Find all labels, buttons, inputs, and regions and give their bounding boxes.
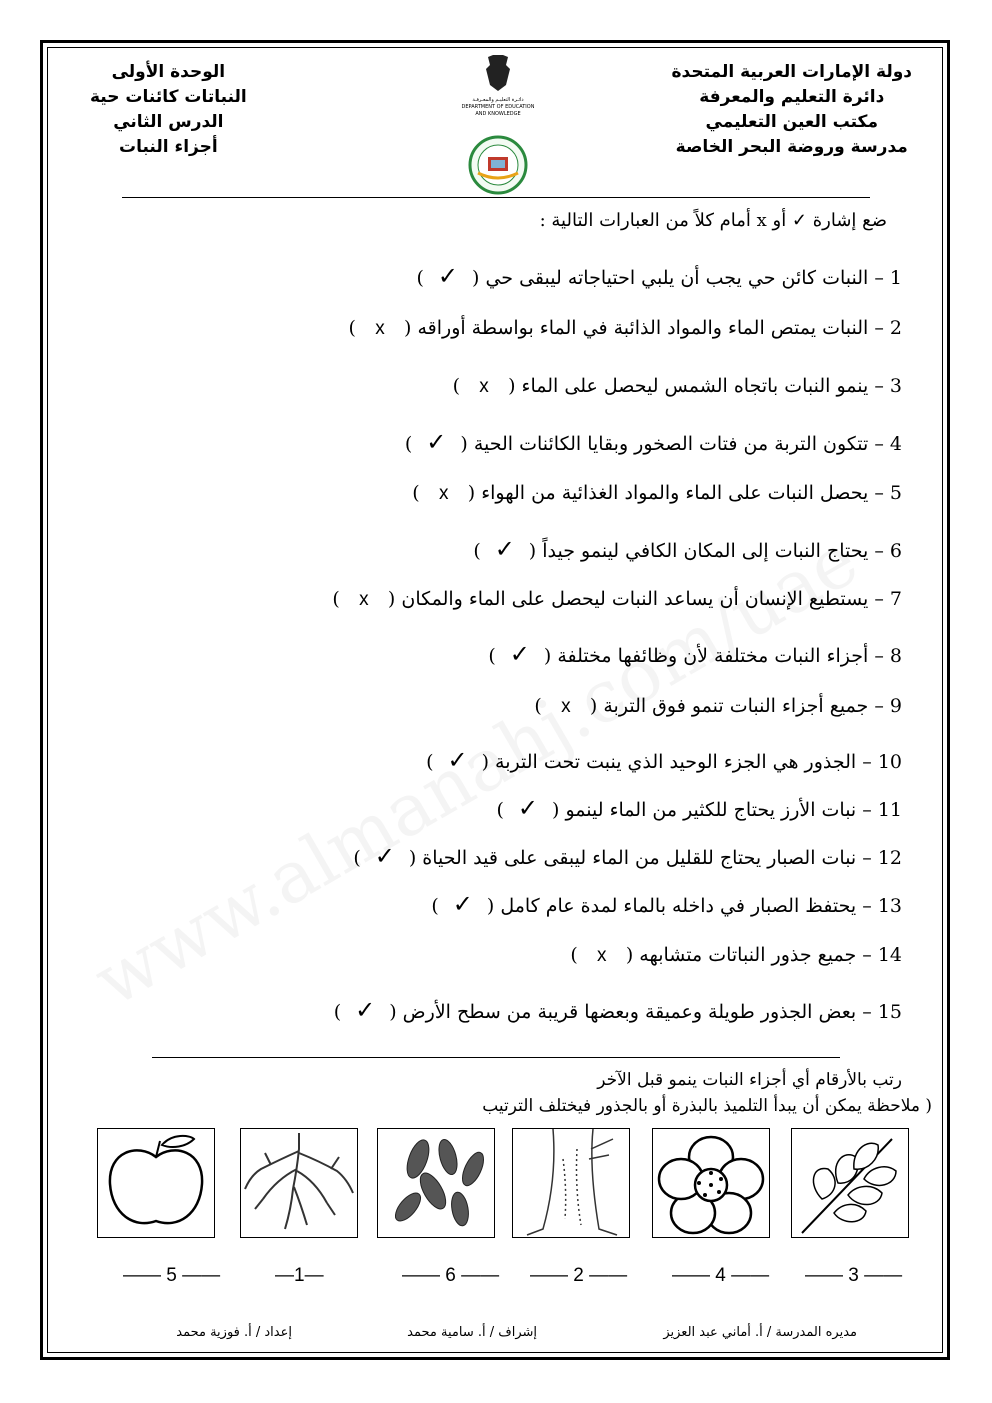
statement-item: 13 – يحتفظ الصبار في داخله بالماء لمدة عام كامل ( ✓ ) [431,891,902,918]
roots-icon [241,1129,357,1237]
statement-item: 14 – جميع جذور النباتات متشابهه ( x ) [570,944,902,966]
header-unit: الوحدة الأولى [111,62,226,82]
trunk-image [512,1128,630,1238]
footer-supervisor: إشراف / أ. سامية محمد [407,1325,537,1340]
answer-mark: ✓ [452,891,473,918]
instruction-text: ضع إشارة ✓ أو x أمام كلاً من العبارات التالية : [539,210,887,231]
order-number-trunk: —— 2 —— [530,1265,628,1286]
answer-mark: x [479,376,489,397]
answer-mark: x [375,318,385,339]
roots-image [240,1128,358,1238]
statement-item: 8 – أجزاء النبات مختلفة لأن وظائفها مختلفة ( ✓ ) [488,641,902,668]
leaves-image [791,1128,909,1238]
answer-mark: x [359,589,369,610]
apple-fruit-image [97,1128,215,1238]
school-logo-icon [448,55,548,195]
seeds-image [377,1128,495,1238]
order-number-roots: —1— [275,1265,324,1286]
seeds-icon [378,1129,494,1237]
header-office: مكتب العين التعليمي [705,112,878,132]
order-number-seeds: —— 6 —— [402,1265,500,1286]
footer-principal: مديره المدرسة / أ. أماني عبد العزيز [663,1325,857,1340]
header-lesson: الدرس الثاني [113,112,224,132]
order-note: ( ملاحظة يمكن أن يبدأ التلميذ بالبذرة أو بالجذور فيختلف الترتيب [482,1096,932,1116]
answer-mark: x [597,945,607,966]
statement-item: 9 – جميع أجزاء النبات تنمو فوق التربة ( x ) [534,695,902,717]
order-number-flower: —— 4 —— [672,1265,770,1286]
apple-icon [98,1129,214,1237]
header-country: دولة الإمارات العربية المتحدة [671,62,912,82]
header-unit-title: النباتات كائنات حية [90,87,247,107]
answer-mark: x [438,483,449,504]
answer-mark: ✓ [355,997,376,1024]
footer-prepared: إعداد / أ. فوزية محمد [176,1325,292,1340]
statement-item: 12 – نبات الصبار يحتاج للقليل من الماء ليبقى على قيد الحياة ( ✓ ) [353,843,902,870]
statement-item: 4 – تتكون التربة من فتات الصخور وبقايا الكائنات الحية ( ✓ ) [404,429,902,456]
flower-image [652,1128,770,1238]
flower-icon [653,1129,769,1237]
statement-item: 15 – بعض الجذور طويلة وعميقة وبعضها قريبة من سطح الأرض ( ✓ ) [333,997,902,1024]
answer-mark: ✓ [426,429,447,456]
header-school-info [672,60,913,160]
section-divider [152,1057,840,1058]
order-number-leaves: —— 3 —— [805,1265,903,1286]
order-title: رتب بالأرقام أي أجزاء النبات ينمو قبل الآخر [597,1070,902,1090]
header-school: مدرسة وروضة البحر الخاصة [675,137,908,157]
answer-mark: ✓ [509,641,530,668]
order-number-apple: —— 5 —— [123,1265,221,1286]
statement-item: 2 – النبات يمتص الماء والمواد الذائبة في الماء بواسطة أوراقه ( x ) [348,317,902,339]
statement-item: 10 – الجذور هي الجزء الوحيد الذي ينبت تحت التربة ( ✓ ) [426,747,902,774]
answer-mark: ✓ [517,795,539,822]
statement-item: 5 – يحصل النبات على الماء والمواد الغذائية من الهواء ( x ) [412,482,902,504]
statement-item: 1 – النبات كائن حي يجب أن يلبي احتياجاته ليبقى حي ( ✓ ) [416,263,902,290]
header-lesson-title: أجزاء النبات [119,137,218,157]
statement-item: 11 – نبات الأرز يحتاج للكثير من الماء لينمو ( ✓ ) [496,795,902,822]
statement-item: 3 – ينمو النبات باتجاه الشمس ليحصل على الماء ( x ) [452,375,902,397]
header-divider [122,197,870,198]
header-lesson-info [90,60,247,160]
answer-mark: ✓ [447,747,468,774]
statement-item: 7 – يستطيع الإنسان أن يساعد النبات ليحصل على الماء والمكان ( x ) [332,588,902,610]
statement-item: 6 – يحتاج النبات إلى المكان الكافي لينمو جيداً ( ✓ ) [473,536,902,563]
answer-mark: ✓ [494,536,515,563]
tree-trunk-icon [513,1129,629,1237]
leaves-icon [792,1129,908,1237]
logo-caption: دائـرة التعليـم والمعـرفـة DEPARTMENT OF EDUCATION AND KNOWLEDGE [461,97,535,117]
header-department: دائرة التعليم والمعرفة [699,87,885,107]
answer-mark: x [561,696,571,717]
answer-mark: ✓ [437,263,458,290]
answer-mark: ✓ [374,843,395,870]
